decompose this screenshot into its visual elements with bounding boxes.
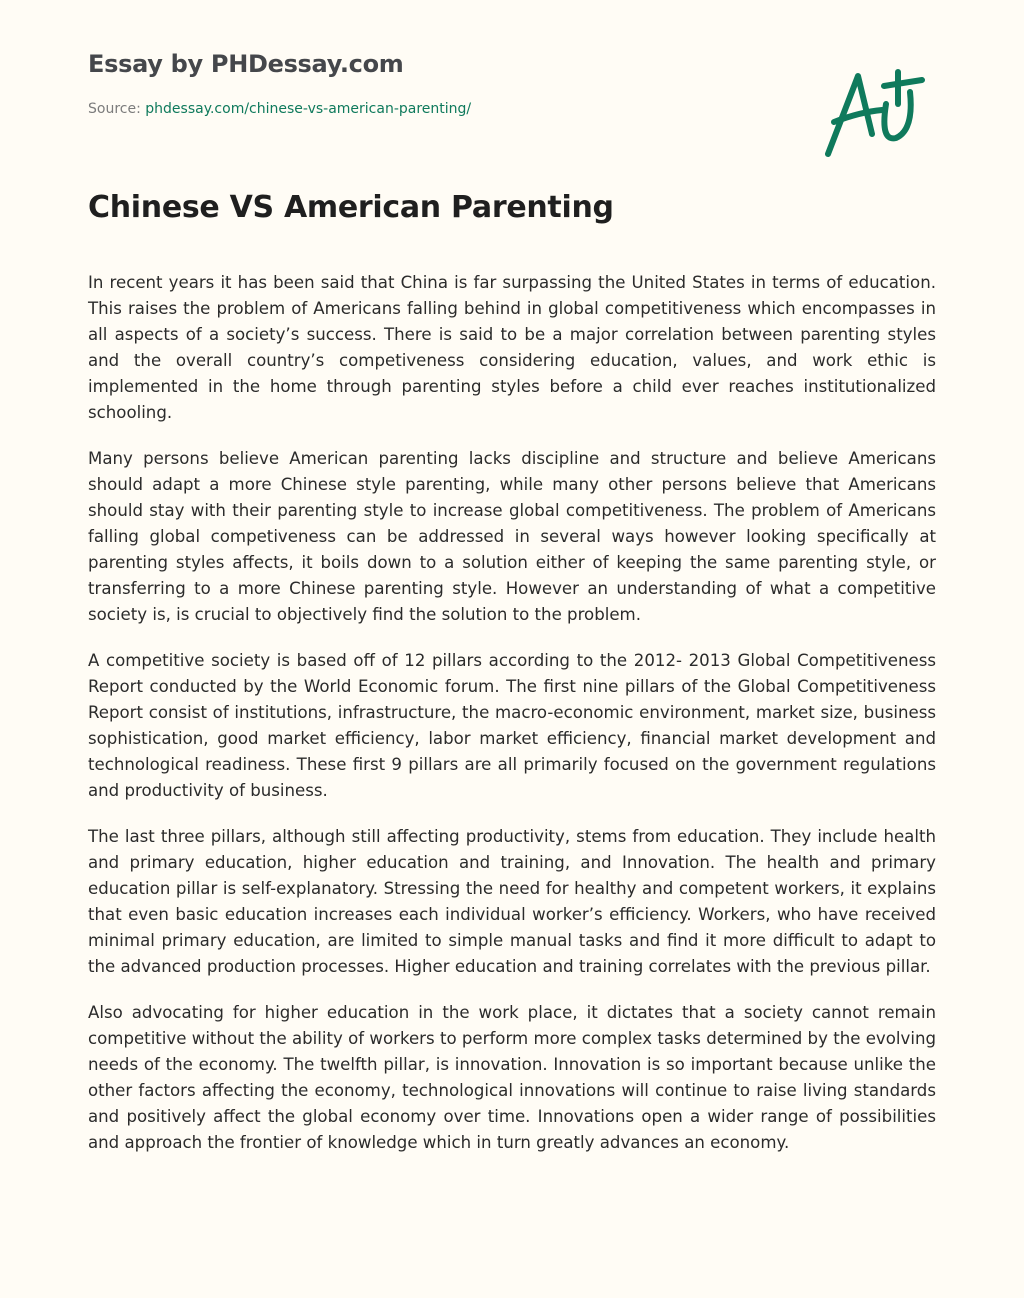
- source-link[interactable]: phdessay.com/chinese-vs-american-parenting/: [145, 101, 472, 117]
- essay-body: [88, 270, 936, 1176]
- paragraph: A competitive society is based off of 12 pillars according to the 2012- 2013 Global Competitiveness Report conducted by the World Economic forum. The first nine pillars of the Global Competitiveness Report consist of institutions, infrastructure, the macro-economic environment, market size, business sophistication, good market efficiency, labor market efficiency, financial market development and technological readiness. These first 9 pillars are all primarily focused on the government regulations and productivity of business.: [88, 651, 936, 800]
- paragraph: Many persons believe American parenting lacks discipline and structure and believe Americans should adapt a more Chinese style parenting, while many other persons believe that Americans should stay with their parenting style to increase global competitiveness. The problem of Americans falling global competiveness can be addressed in several ways however looking specifically at parenting styles affects, it boils down to a solution either of keeping the same parenting style, or transferring to a more Chinese parenting style. However an understanding of what a competitive society is, is crucial to objectively find the solution to the problem.: [88, 449, 936, 624]
- paragraph: The last three pillars, although still affecting productivity, stems from education. They include health and primary education, higher education and training, and Innovation. The health and primary education pillar is self-explanatory. Stressing the need for healthy and competent workers, it explains that even basic education increases each individual worker’s efficiency. Workers, who have received minimal primary education, are limited to simple manual tasks and find it more difficult to adapt to the advanced production processes. Higher education and training correlates with the previous pillar.: [88, 827, 936, 976]
- paragraph: Also advocating for higher education in the work place, it dictates that a society cannot remain competitive without the ability of workers to perform more complex tasks determined by the evolving needs of the economy. The twelfth pillar, is innovation. Innovation is so important because unlike the other factors affecting the economy, technological innovations will continue to raise living standards and positively affect the global economy over time. Innovations open a wider range of possibilities and approach the frontier of knowledge which in turn greatly advances an economy.: [88, 1003, 936, 1152]
- site-brand: Essay by PHDessay.com: [88, 50, 404, 78]
- paragraph: In recent years it has been said that China is far surpassing the United States in terms of education. This raises the problem of Americans falling behind in global competitiveness which encompasses in all aspects of a society’s success. There is said to be a major correlation between parenting styles and the overall country’s competiveness considering education, values, and work ethic is implemented in the home through parenting styles before a child ever reaches institutionalized schooling.: [88, 273, 936, 422]
- a-plus-logo-icon: [820, 64, 930, 160]
- source-label: Source:: [88, 101, 141, 117]
- essay-title: Chinese VS American Parenting: [88, 190, 614, 225]
- source-line: [88, 101, 471, 117]
